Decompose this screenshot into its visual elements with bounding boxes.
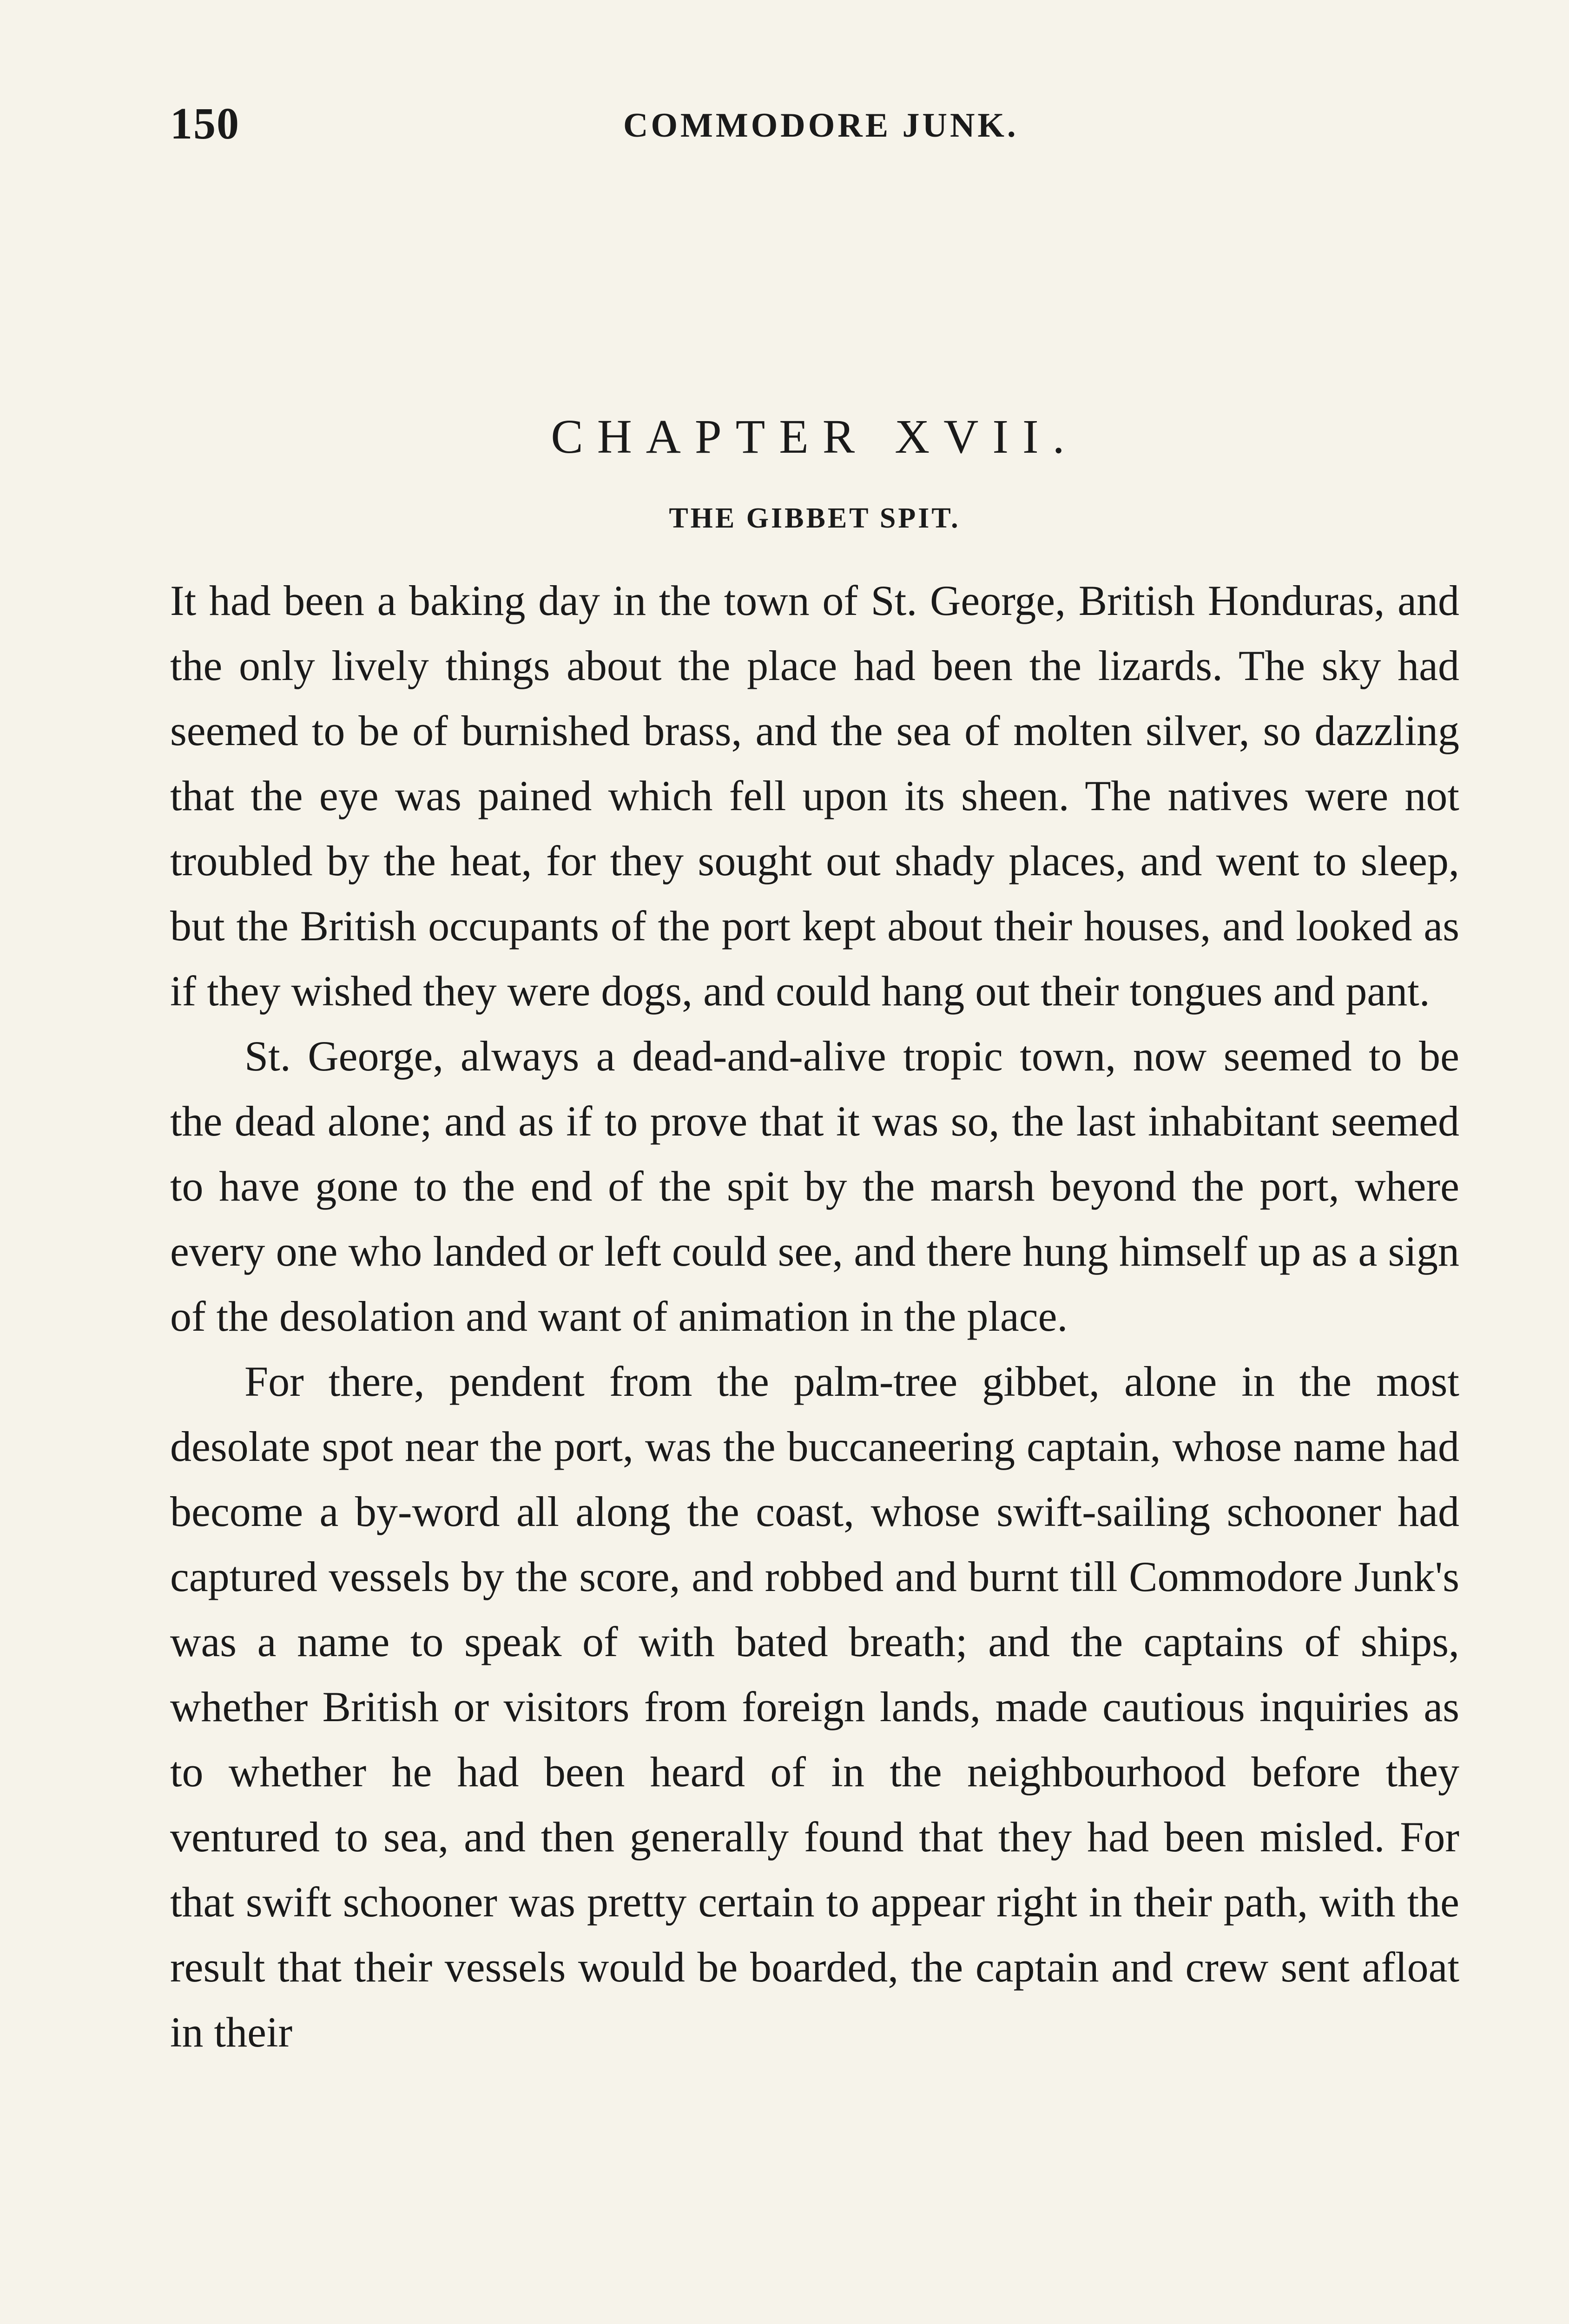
paragraph: St. George, always a dead-and-alive tropic town, now seemed to be the dead alone; and as if to prove that it was so, the last inhabitant seemed to have gone to the end of the spit by the marsh beyond the port, where every one who landed or left could see, and there hung himself up as a sign of the desolation and want of animation in the place.	[170, 1032, 1459, 1340]
paragraph: It had been a baking day in the town of St. George, British Honduras, and the only lively things about the place had been the lizards. The sky had seemed to be of burnished brass, and the sea of molten silver, so dazzling that the eye was pained which fell upon its sheen. The natives were not troubled by the heat, for they sought out shady places, and went to sleep, but the British occupants of the port kept about their houses, and looked as if they wished they were dogs, and could hang out their tongues and pant.	[170, 577, 1459, 1015]
page-number: 150	[170, 99, 240, 148]
running-head	[170, 98, 1459, 153]
body-text	[170, 568, 1459, 2065]
chapter-heading: CHAPTER XVII.	[551, 410, 1079, 463]
paragraph: For there, pendent from the palm-tree gibbet, alone in the most desolate spot near the port, was the buccaneering captain, whose name had become a by-word all along the coast, whose swift-sailing schooner had captured vessels by the score, and robbed and burnt till Commodore Junk's was a name to speak of with bated breath; and the captains of ships, whether British or visitors from foreign lands, made cautious inquiries as to whether he had been heard of in the neighbourhood before they ventured to sea, and then generally found that they had been misled. For that swift schooner was pretty certain to appear right in their path, with the result that their vessels would be boarded, the captain and crew sent afloat in their	[170, 1358, 1459, 2056]
chapter-subtitle: THE GIBBET SPIT.	[669, 502, 961, 534]
running-title: COMMODORE JUNK.	[623, 106, 1019, 145]
